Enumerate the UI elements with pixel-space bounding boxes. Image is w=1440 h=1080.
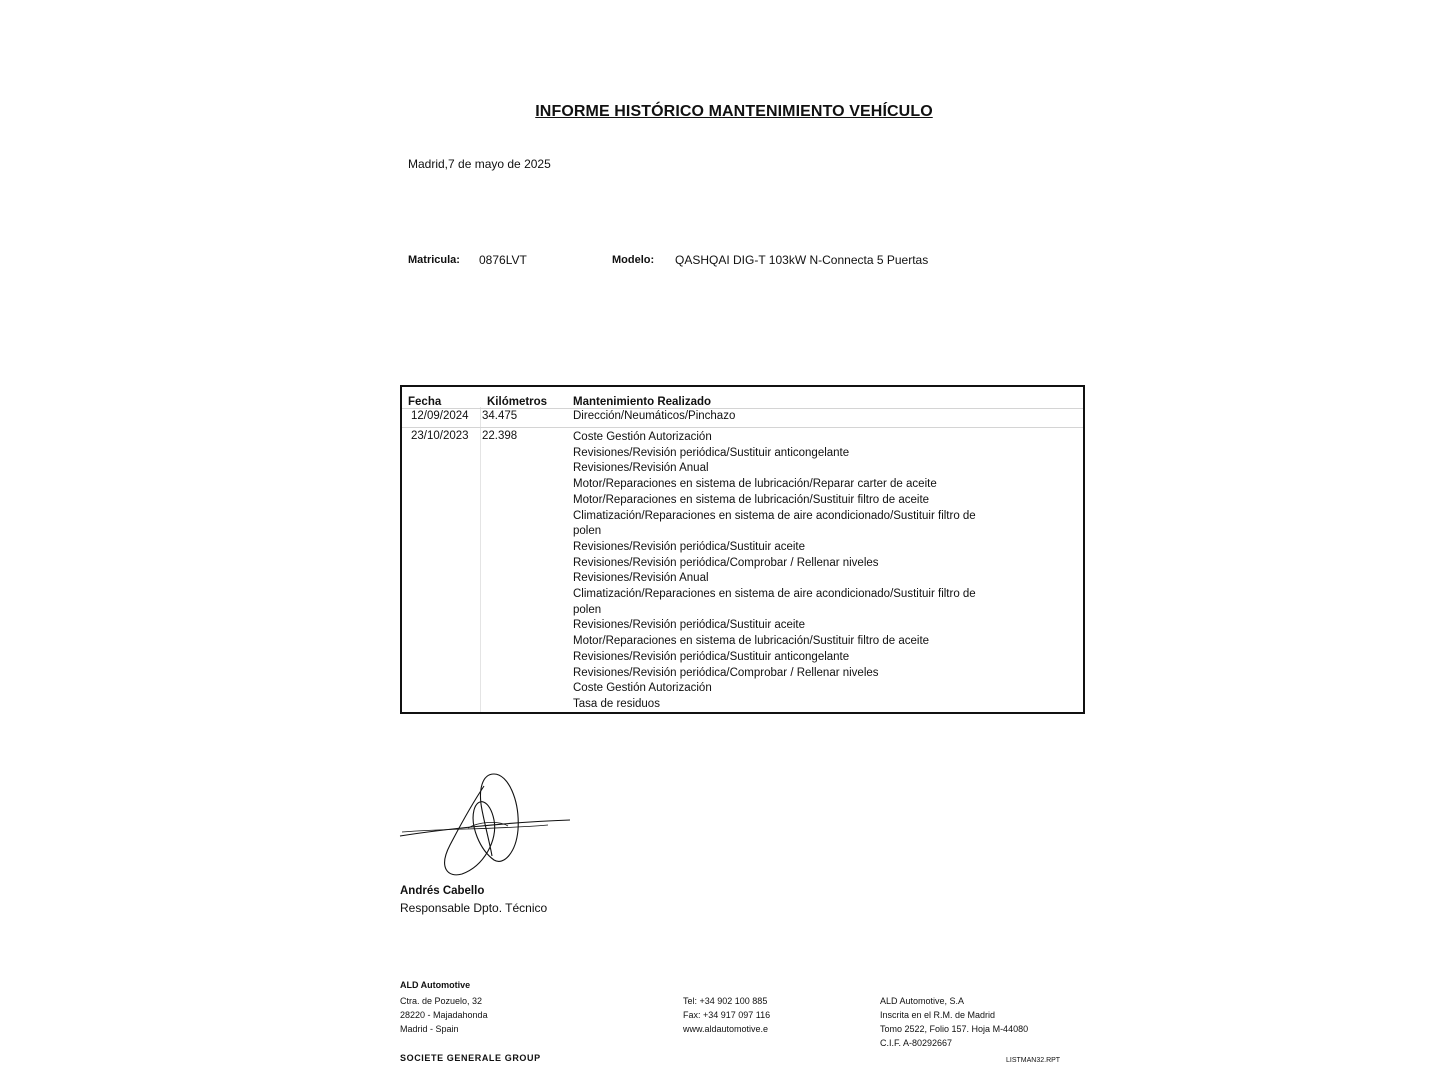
header-date: Fecha: [408, 396, 442, 408]
row-date: 12/09/2024: [411, 410, 469, 422]
column-separator: [480, 407, 481, 712]
header-km: Kilómetros: [487, 396, 548, 408]
legal-line: Inscrita en el R.M. de Madrid: [880, 1010, 996, 1020]
row-task-list: [573, 430, 1003, 713]
row-task: Coste Gestión Autorización: [573, 682, 712, 695]
signature-image: [398, 770, 574, 882]
footer-contact: [683, 994, 770, 1036]
signer-name: Andrés Cabello: [400, 885, 485, 897]
row-task: Dirección/Neumáticos/Pinchazo: [573, 410, 736, 422]
contact-phone: Tel: +34 902 100 885: [683, 996, 768, 1006]
plate-label: Matricula:: [408, 254, 460, 266]
row-km: 34.475: [482, 410, 518, 422]
row-task: Coste Gestión Autorización: [573, 431, 712, 443]
model-label: Modelo:: [612, 254, 655, 266]
document-code: LISTMAN32.RPT: [1006, 1057, 1061, 1064]
legal-line: C.I.F. A-80292667: [880, 1038, 953, 1048]
row-task: Revisiones/Revisión Anual: [573, 572, 709, 585]
row-date: 23/10/2023: [411, 430, 469, 442]
legal-line: ALD Automotive, S.A: [880, 996, 965, 1006]
contact-website: www.aldautomotive.e: [683, 1024, 769, 1034]
row-task: Motor/Reparaciones en sistema de lubricación/Sustituir filtro de aceite: [573, 635, 930, 648]
row-task: Revisiones/Revisión periódica/Sustituir anticongelante: [573, 650, 850, 663]
plate-value: 0876LVT: [479, 253, 527, 267]
row-task: Revisiones/Revisión periódica/Comprobar / Rellenar niveles: [573, 666, 879, 679]
footer-legal: [880, 994, 1028, 1050]
row-task: Motor/Reparaciones en sistema de lubricación/Sustituir filtro de aceite: [573, 493, 930, 506]
row-task: Climatización/Reparaciones en sistema de aire acondicionado/Sustituir filtro de polen: [573, 509, 976, 538]
address-line: Madrid - Spain: [400, 1024, 459, 1034]
row-task: Revisiones/Revisión Anual: [573, 462, 709, 475]
address-line: Ctra. de Pozuelo, 32: [400, 996, 483, 1006]
contact-fax: Fax: +34 917 097 116: [683, 1010, 771, 1020]
row-task: Revisiones/Revisión periódica/Sustituir aceite: [573, 540, 806, 553]
row-task: Tasa de residuos: [573, 697, 660, 710]
row-task: Motor/Reparaciones en sistema de lubricación/Reparar carter de aceite: [573, 478, 937, 491]
address-line: 28220 - Majadahonda: [400, 1010, 488, 1020]
row-task: Revisiones/Revisión periódica/Sustituir anticongelante: [573, 446, 850, 459]
footer-address: [400, 994, 488, 1036]
row-task: Revisiones/Revisión periódica/Comprobar / Rellenar niveles: [573, 556, 879, 569]
footer-company: ALD Automotive: [400, 980, 471, 990]
row-task: Climatización/Reparaciones en sistema de aire acondicionado/Sustituir filtro de polen: [573, 588, 976, 616]
legal-line: Tomo 2522, Folio 157. Hoja M-44080: [880, 1024, 1029, 1034]
report-title: INFORME HISTÓRICO MANTENIMIENTO VEHÍCULO: [535, 103, 933, 120]
header-work: Mantenimiento Realizado: [573, 396, 712, 408]
row-km: 22.398: [482, 430, 518, 442]
signer-role: Responsable Dpto. Técnico: [400, 901, 548, 915]
maintenance-table: [400, 385, 1085, 714]
row-separator: [402, 427, 1083, 428]
row-task: Revisiones/Revisión periódica/Sustituir aceite: [573, 619, 806, 632]
model-value: QASHQAI DIG-T 103kW N-Connecta 5 Puertas: [675, 253, 929, 267]
group-logo-text: SOCIETE GENERALE GROUP: [400, 1053, 541, 1063]
place-date: Madrid,7 de mayo de 2025: [408, 157, 551, 171]
